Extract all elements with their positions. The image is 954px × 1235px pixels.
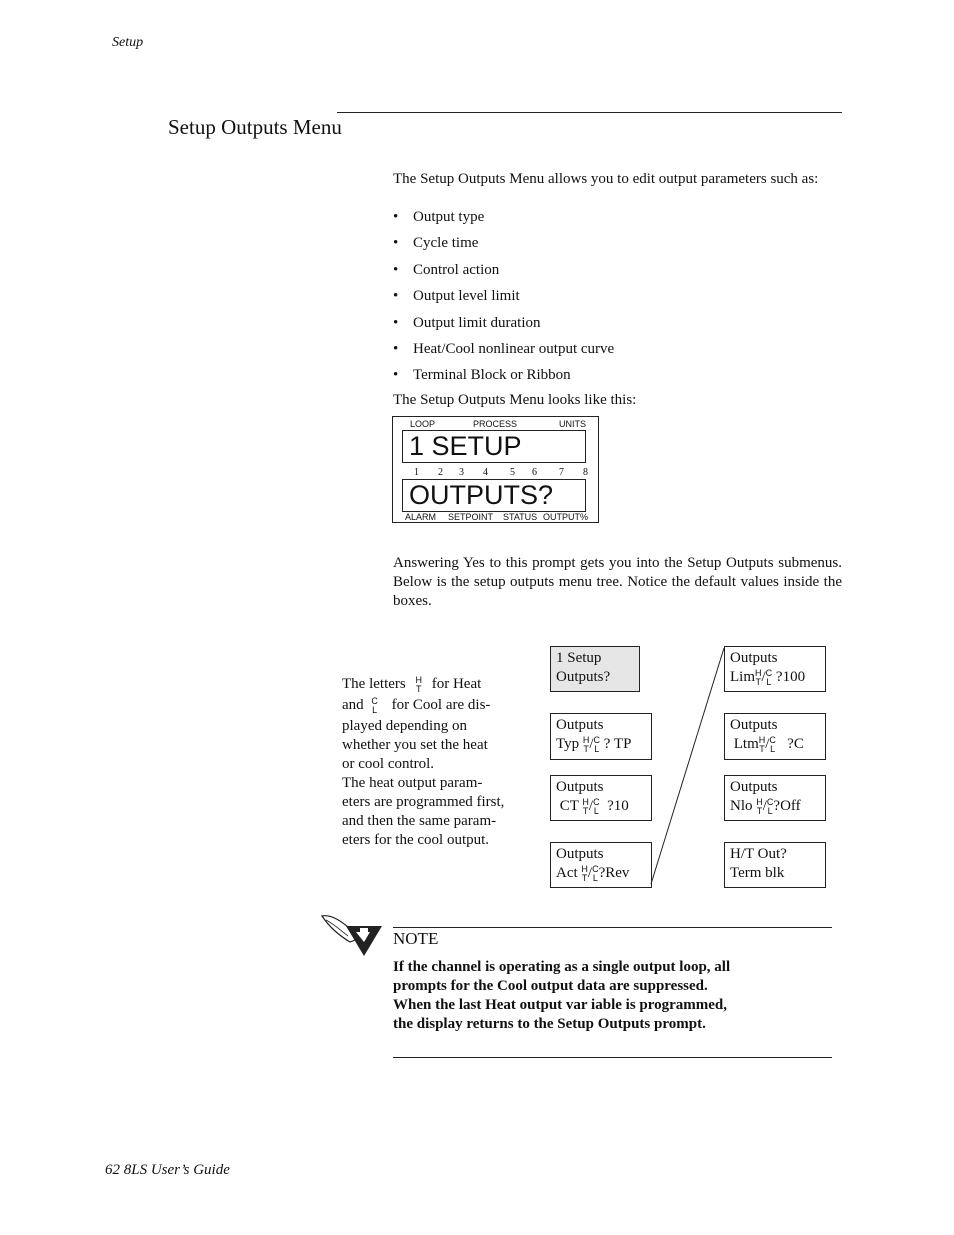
list-item: • Terminal Block or Ribbon (393, 367, 571, 384)
display-line-2: OUTPUTS? (402, 479, 586, 512)
heat-letters: H T (758, 734, 766, 754)
indicator-number: 3 (459, 467, 464, 478)
section-title: Setup Outputs Menu (168, 115, 342, 139)
heat-letters: H T (581, 863, 588, 883)
heat-letters: H T (415, 674, 422, 694)
note-top-rule (393, 927, 832, 928)
list-item: • Output limit duration (393, 314, 541, 331)
alarm-label: ALARM (405, 512, 437, 522)
tree-node-limit-time: Outputs LtmH T/C L ?C (724, 713, 826, 760)
display-line-1: 1 SETUP (402, 430, 586, 463)
tree-node-nonlinear: Outputs Nlo H T/C L?Off (724, 775, 826, 821)
list-item: • Control action (393, 261, 500, 278)
side-note-line: whether you set the heat (342, 737, 488, 753)
side-note-line: and C L for Cool are dis- (342, 695, 491, 715)
heat-letters: H T (756, 796, 763, 816)
side-note-line: eters are programmed first, (342, 794, 505, 810)
parameter-list (393, 206, 614, 391)
indicator-number: 1 (414, 467, 419, 478)
list-item: • Output level limit (393, 288, 520, 305)
section-rule (337, 112, 842, 113)
process-label: PROCESS (473, 419, 518, 429)
output-label: OUTPUT% (543, 512, 588, 522)
list-item: • Heat/Cool nonlinear output curve (393, 340, 615, 357)
tree-node-setup-outputs: 1 Setup Outputs? (550, 646, 640, 692)
cool-letters: C L (593, 796, 600, 816)
indicator-number: 5 (510, 467, 515, 478)
note-label: NOTE (393, 929, 439, 948)
units-label: UNITS (559, 419, 586, 429)
cool-letters: C L (371, 695, 378, 715)
tree-node-type: Outputs Typ H T/C L ? TP (550, 713, 652, 760)
indicator-number: 8 (583, 467, 588, 478)
heat-letters: H T (755, 667, 762, 687)
intro-text: The Setup Outputs Menu allows you to edit output parameters such as: (393, 171, 819, 187)
indicator-number: 4 (483, 467, 488, 478)
controller-display (392, 416, 599, 523)
list-item: • Cycle time (393, 235, 479, 252)
tree-node-terminal: H/T Out? Term blk (724, 842, 826, 888)
note-text: If the channel is operating as a single output loop, all prompts for the Cool output data are suppressed. When the last Heat output var iable is programmed, the display returns to the Setup Outputs prompt. (393, 959, 731, 1032)
cool-letters: C L (765, 667, 773, 687)
side-note (342, 675, 522, 850)
status-label: STATUS (503, 512, 538, 522)
page-footer: 62 8LS User’s Guide (105, 1162, 230, 1178)
looks-like-text: The Setup Outputs Menu looks like this: (393, 392, 637, 408)
tree-node-limit: Outputs LimH T/C L ?100 (724, 646, 826, 692)
cool-letters: C L (766, 796, 774, 816)
indicator-number: 7 (559, 467, 564, 478)
note-bottom-rule (393, 1057, 832, 1058)
tree-connector (640, 640, 730, 900)
running-head: Setup (112, 35, 144, 50)
tree-node-cycle-time: Outputs CT H T/C L ?10 (550, 775, 652, 821)
side-note-line: and then the same param- (342, 813, 497, 829)
indicator-number: 6 (532, 467, 537, 478)
setpoint-label: SETPOINT (448, 512, 494, 522)
answer-paragraph: Answering Yes to this prompt gets you into the Setup Outputs submenus. Below is the setup outputs menu tree. Notice the default values inside the boxes. (393, 555, 842, 609)
side-note-line: played depending on (342, 718, 467, 734)
side-note-line: or cool control. (342, 756, 435, 772)
loop-label: LOOP (410, 419, 436, 429)
cool-letters: C L (769, 734, 776, 754)
note-hand-icon (320, 912, 384, 960)
cool-letters: C L (592, 863, 599, 883)
list-item: • Output type (393, 209, 485, 225)
side-note-line: The letters H T for Heat (342, 674, 482, 694)
indicator-number: 2 (438, 467, 443, 478)
side-note-line: eters for the cool output. (342, 832, 490, 848)
tree-node-action: Outputs Act H T/C L?Rev (550, 842, 652, 888)
side-note-line: The heat output param- (342, 775, 483, 791)
heat-letters: H T (582, 796, 589, 816)
heat-letters: H T (582, 734, 590, 754)
cool-letters: C L (593, 734, 601, 754)
